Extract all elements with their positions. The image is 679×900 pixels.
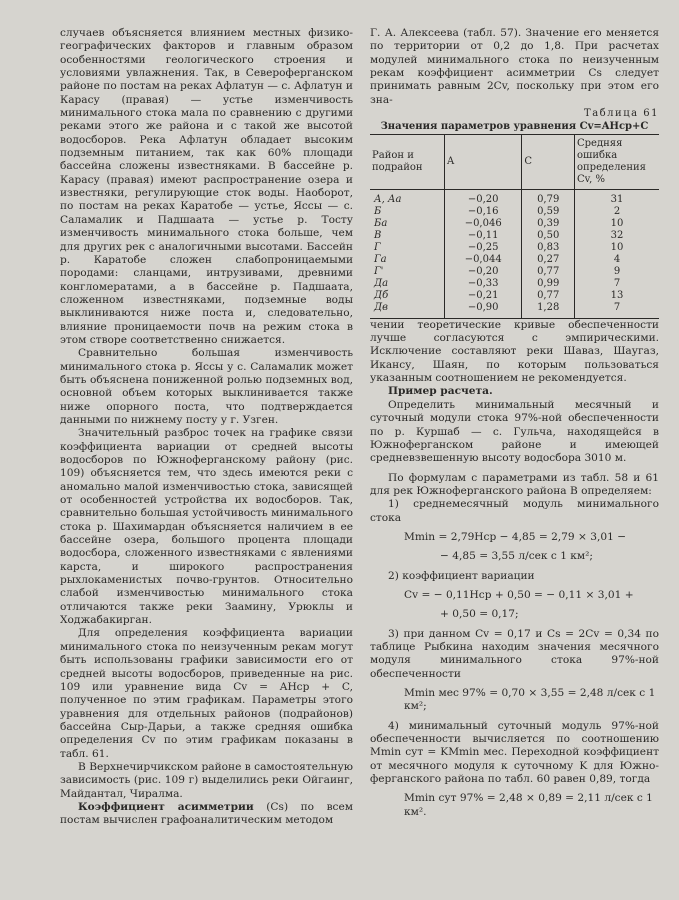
cell-a: −0,044 (445, 254, 522, 266)
cell-a: −0,90 (445, 302, 522, 319)
left-paragraph-5: В Верхнечирчикском районе в самостоятельную зависимость (рис. 109 г) выделились реки Ойгаинг, Майдантал, Чиралма. (60, 760, 353, 800)
cell-region: Г (374, 241, 381, 253)
cell-error: 10 (575, 218, 660, 230)
header-region: Район и подрайон (370, 134, 445, 189)
left-paragraph-1: случаев объясняется влиянием местных физико-географических факторов и главным образом особенностями геологического строения и условиями увлажнения. Так, в Североферганском районе по постам на реках Афлатун — с. Афлатун и Карасу (правая) — устье изменчивость минимального стока мала по сравнению с другими реками этого же района и с такой же высотой водосборов. Река Афлатун обладает высоким подземным питанием, так как 60% площади бассейна сложены известняками. В бассейне р. Карасу (правая) имеют распространение озера и известняки, регулирующие сток воды. Наоборот, по постам на реках Каратобе — устье, Яссы — с. Саламалик и Падшаата — устье р. Тосту изменчивость минимального стока больше, чем для других рек с аналогичными высотами. Бассейн р. Каратобе сложен слабопроницаемыми породами: сланцами, интрузивами, древними конгломератами, а в бассейне р. Падшаата, сложенном известняками, подземные воды выклиниваются ниже поста и, следовательно, влияние проницаемости почв на режим стока в этом створе соответственно снижается. (60, 27, 353, 346)
table-row (370, 218, 659, 230)
table-row (370, 242, 659, 254)
header-error: Средняя ошибка определения Cv, % (575, 134, 660, 189)
cell-region: Ба (374, 217, 388, 229)
cell-error: 4 (575, 254, 660, 266)
example-text: Определить минимальный месячный и суточный модули стока 97%-ной обеспеченности по р. Куршаб — с. Гульча, находящейся в Южноферганском районе и имеющей средневзвешенную высоту водосбора 3010 м. (370, 398, 659, 465)
formula-3: Mmin мес 97% = 0,70 × 3,55 = 2,48 л/сек с 1 км²; (404, 687, 656, 713)
table-row (370, 278, 659, 290)
table-row (370, 266, 659, 278)
cell-error: 31 (575, 189, 660, 206)
table-row (370, 290, 659, 302)
cell-region: В (374, 229, 382, 241)
cell-c: 0,99 (522, 278, 575, 290)
cell-a: −0,20 (445, 266, 522, 278)
right-paragraph-top: Г. А. Алексеева (табл. 57). Значение его меняется по территории от 0,2 до 1,8. При расчетах модулей минимального стока по неизученным рекам коэффициент асимметрии Cs следует принимать равным 2Cv, поскольку при этом его зна- (370, 27, 659, 106)
cell-c: 0,77 (522, 266, 575, 278)
formula-2b: + 0,50 = 0,17; (440, 608, 519, 621)
table-row (370, 230, 659, 242)
right-paragraph-after-table: чении теоретические кривые обеспеченности лучше согласуются с эмпирическими. Исключение составляют реки Шаваз, Шаугаз, Икансу, Шаян, по которым пользоваться указанным соотношением не рекомендуется. (370, 318, 659, 385)
left-paragraph-2: Сравнительно большая изменчивость минимального стока р. Яссы у с. Саламалик может быть объяснена пониженной ролью подземных вод, основной объем которых выклинивается также ниже опорного поста, что подтверждается данными по нижнему посту у г. Узген. (60, 347, 353, 426)
cell-region: Б (374, 205, 382, 217)
table-row (370, 302, 659, 319)
formulas-intro: По формулам с параметрами из табл. 58 и 61 для рек Южноферганского района В определяем: (370, 471, 659, 497)
table-row (370, 189, 659, 206)
cell-region: Дв (370, 302, 445, 319)
cell-a: −0,11 (445, 230, 522, 242)
left-paragraph-4: Для определения коэффициента вариации минимального стока по неизученным рекам могут быть использованы графики зависимости его от средней высоты водосборов, приведенные на рис. 109 или уравнение вида Cv = AHср + C, полученное по этим графикам. Параметры этого уравнения для отдельных районов (подрайонов) бассейна Сыр-Дарьи, а также средняя ошибка определения Cv по этим графикам показаны в табл. 61. (60, 627, 353, 760)
parameters-table (370, 134, 659, 319)
item-1: 1) среднемесячный модуль минимального стока (370, 498, 659, 524)
cell-c: 0,77 (522, 290, 575, 302)
header-a: A (445, 134, 522, 189)
table-row (370, 254, 659, 266)
asymmetry-text: (Cs) по всем постам вычислен графоаналитическим методом (60, 800, 353, 827)
cell-c: 0,79 (522, 189, 575, 206)
formula-1b: − 4,85 = 3,55 л/сек с 1 км²; (440, 550, 593, 563)
cell-error: 13 (575, 290, 660, 302)
left-paragraph-6 (60, 801, 353, 828)
cell-c: 1,28 (522, 302, 575, 319)
cell-a: −0,046 (445, 218, 522, 230)
table-header-row (370, 134, 659, 189)
cell-error: 10 (575, 242, 660, 254)
cell-c: 0,59 (522, 206, 575, 218)
header-c: C (522, 134, 575, 189)
cell-region: Да (374, 277, 389, 289)
cell-region: А, Аа (374, 193, 402, 205)
cell-region: Г' (374, 265, 384, 277)
item-4: 4) минимальный суточный модуль 97%-ной обеспеченности вычисляется по соотношению Mmin сут = KMmin мес. Переходной коэффициент от месячного модуля к суточному K для Южноферганского района по табл. 60 равен 0,89, тогда (370, 719, 659, 786)
cell-a: −0,25 (445, 242, 522, 254)
table-title: Значения параметров уравнения Cv=AHср+C (380, 121, 649, 133)
left-paragraph-3: Значительный разброс точек на графике связи коэффициента вариации от средней высоты водосборов по Южноферганскому району (рис. 109) объясняется тем, что здесь имеются реки с аномально малой изменчивостью стока, зависящей от особенностей устройства их водосборов. Так, сравнительно большая устойчивость минимального стока р. Шахимардан объясняется наличием в ее бассейне озера, большого процента площади водосбора, сложенного известняками с явлениями карста, и широкого распространения рыхлокаменистых почво-грунтов. Относительно слабой изменчивостью минимального стока отличаются также реки Заамину, Урюклы и Ходжабакирган. (60, 427, 353, 627)
cell-c: 0,27 (522, 254, 575, 266)
cell-error: 7 (575, 302, 660, 319)
item-2: 2) коэффициент вариации (388, 569, 535, 582)
left-column (60, 27, 353, 828)
example-heading: Пример расчета. (388, 385, 493, 398)
cell-a: −0,33 (445, 278, 522, 290)
cell-c: 0,83 (522, 242, 575, 254)
cell-a: −0,20 (445, 189, 522, 206)
cell-c: 0,50 (522, 230, 575, 242)
formula-4: Mmin сут 97% = 2,48 × 0,89 = 2,11 л/сек с 1 км². (404, 792, 653, 818)
cell-error: 32 (575, 230, 660, 242)
cell-region: Дб (374, 289, 389, 301)
formula-2a: Cv = − 0,11Hср + 0,50 = − 0,11 × 3,01 + (404, 588, 634, 601)
item-3: 3) при данном Cv = 0,17 и Cs = 2Cv = 0,34 по таблице Рыбкина находим значения месячного модуля минимального стока 97%-ной обеспеченности (370, 627, 659, 680)
cell-error: 9 (575, 266, 660, 278)
cell-region: Га (374, 253, 387, 265)
table-caption: Таблица 61 (584, 108, 659, 120)
cell-error: 2 (575, 206, 660, 218)
cell-error: 7 (575, 278, 660, 290)
cell-c: 0,39 (522, 218, 575, 230)
right-column (370, 27, 659, 825)
cell-a: −0,16 (445, 206, 522, 218)
asymmetry-heading: Коэффициент асимметрии (78, 800, 254, 813)
cell-a: −0,21 (445, 290, 522, 302)
table-body (370, 189, 659, 318)
formula-1a: Mmin = 2,79Hср − 4,85 = 2,79 × 3,01 − (404, 530, 627, 543)
table-row (370, 206, 659, 218)
